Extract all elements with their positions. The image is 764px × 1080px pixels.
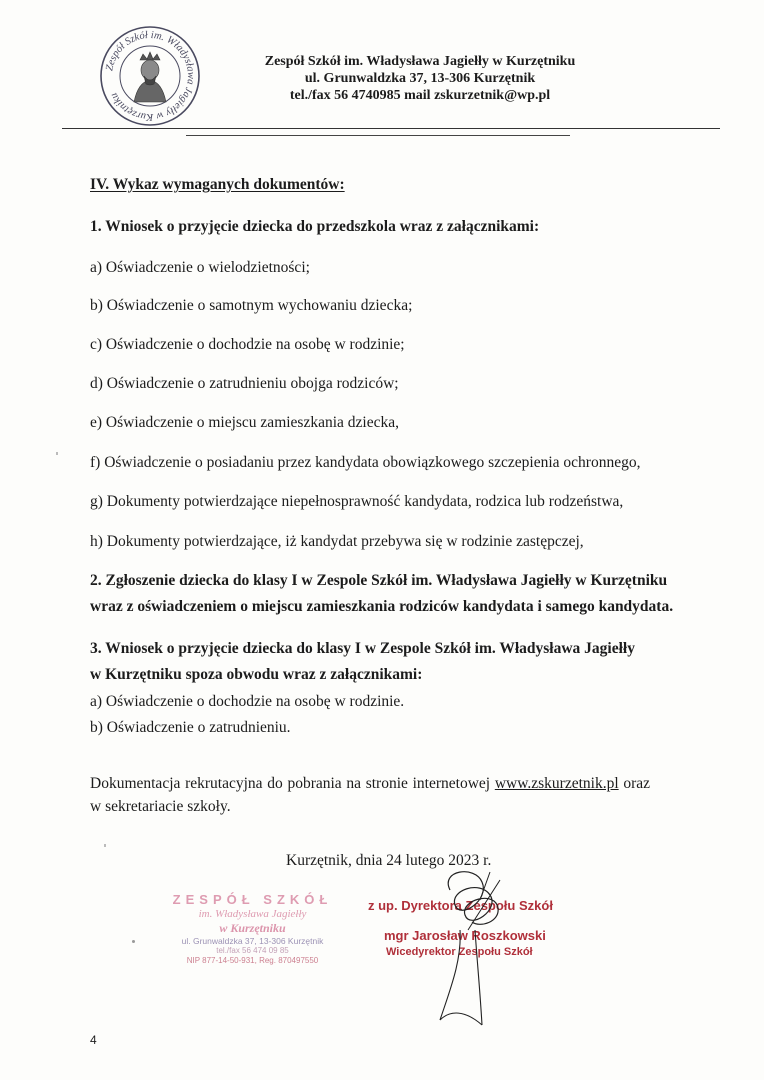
list-item: b) Oświadczenie o samotnym wychowaniu dziecka; xyxy=(90,297,413,314)
list-item: e) Oświadczenie o miejscu zamieszkania dziecka, xyxy=(90,414,399,431)
website-link[interactable]: www.zskurzetnik.pl xyxy=(494,775,619,792)
scan-speck xyxy=(132,940,135,943)
scan-speck xyxy=(104,844,106,847)
list-item: d) Oświadczenie o zatrudnieniu obojga rodziców; xyxy=(90,375,399,392)
school-stamp-town: w Kurzętniku xyxy=(219,921,286,935)
item2-heading: 2. Zgłoszenie dziecka do klasy I w Zespole Szkół im. Władysława Jagiełły w Kurzętniku xyxy=(90,572,668,589)
handwritten-signature xyxy=(420,860,530,1030)
signature-stamp-name: mgr Jarosław Roszkowski xyxy=(384,928,546,943)
header-divider xyxy=(62,128,720,129)
page-number: 4 xyxy=(90,1033,97,1047)
header-address: ul. Grunwaldzka 37, 13-306 Kurzętnik xyxy=(304,71,536,86)
closing-text: Dokumentacja rekrutacyjna do pobrania na stronie internetowej xyxy=(90,775,491,792)
closing-paragraph-cont: w sekretariacie szkoły. xyxy=(90,798,231,815)
header-divider-secondary xyxy=(186,135,570,136)
list-item: f) Oświadczenie o posiadaniu przez kandydata obowiązkowego szczepienia ochronnego, xyxy=(90,454,641,471)
signature-stamp-title: Wicedyrektor Zespołu Szkół xyxy=(386,946,533,958)
list-item: b) Oświadczenie o zatrudnieniu. xyxy=(90,719,291,736)
signature-stamp-role: z up. Dyrektora Zespołu Szkół xyxy=(368,898,553,913)
header-contact: tel./fax 56 4740985 mail zskurzetnik@wp.pl xyxy=(289,88,551,103)
item2-heading-cont: wraz z oświadczeniem o miejscu zamieszkania rodziców kandydata i samego kandydata. xyxy=(90,598,674,615)
school-stamp-name: ZESPÓŁ SZKÓŁ xyxy=(172,892,333,907)
date-line: Kurzętnik, dnia 24 lutego 2023 r. xyxy=(286,852,492,869)
closing-text-end: oraz xyxy=(623,775,651,792)
school-stamp-nip: NIP 877-14-50-931, Reg. 870497550 xyxy=(186,956,319,965)
school-stamp-phone: tel./fax 56 474 09 85 xyxy=(216,946,289,955)
scan-speck xyxy=(56,452,58,455)
item1-heading: 1. Wniosek o przyjęcie dziecka do przedszkola wraz z załącznikami: xyxy=(90,218,540,235)
school-seal-logo xyxy=(98,24,202,128)
header-school-name: Zespół Szkół im. Władysława Jagiełły w Kurzętniku xyxy=(264,54,576,69)
king-portrait-icon xyxy=(134,52,166,102)
school-stamp-patron: im. Władysława Jagiełły xyxy=(198,908,307,920)
section-title: IV. Wykaz wymaganych dokumentów: xyxy=(90,176,345,193)
list-item: h) Dokumenty potwierdzające, iż kandydat przebywa się w rodzinie zastępczej, xyxy=(90,533,584,550)
list-item: a) Oświadczenie o dochodzie na osobę w rodzinie. xyxy=(90,693,405,710)
item3-heading-cont: w Kurzętniku spoza obwodu wraz z załącznikami: xyxy=(90,666,423,683)
list-item: c) Oświadczenie o dochodzie na osobę w rodzinie; xyxy=(90,336,405,353)
list-item: g) Dokumenty potwierdzające niepełnosprawność kandydata, rodzica lub rodzeństwa, xyxy=(90,493,624,510)
list-item: a) Oświadczenie o wielodzietności; xyxy=(90,259,310,276)
school-stamp-address: ul. Grunwaldzka 37, 13-306 Kurzętnik xyxy=(181,936,324,946)
item3-heading: 3. Wniosek o przyjęcie dziecka do klasy I w Zespole Szkół im. Władysława Jagiełły xyxy=(90,640,635,657)
seal-ring-text: Zespół Szkół im. Władysława Jagiełły w Kurzętniku xyxy=(104,29,197,123)
closing-paragraph xyxy=(90,770,650,797)
